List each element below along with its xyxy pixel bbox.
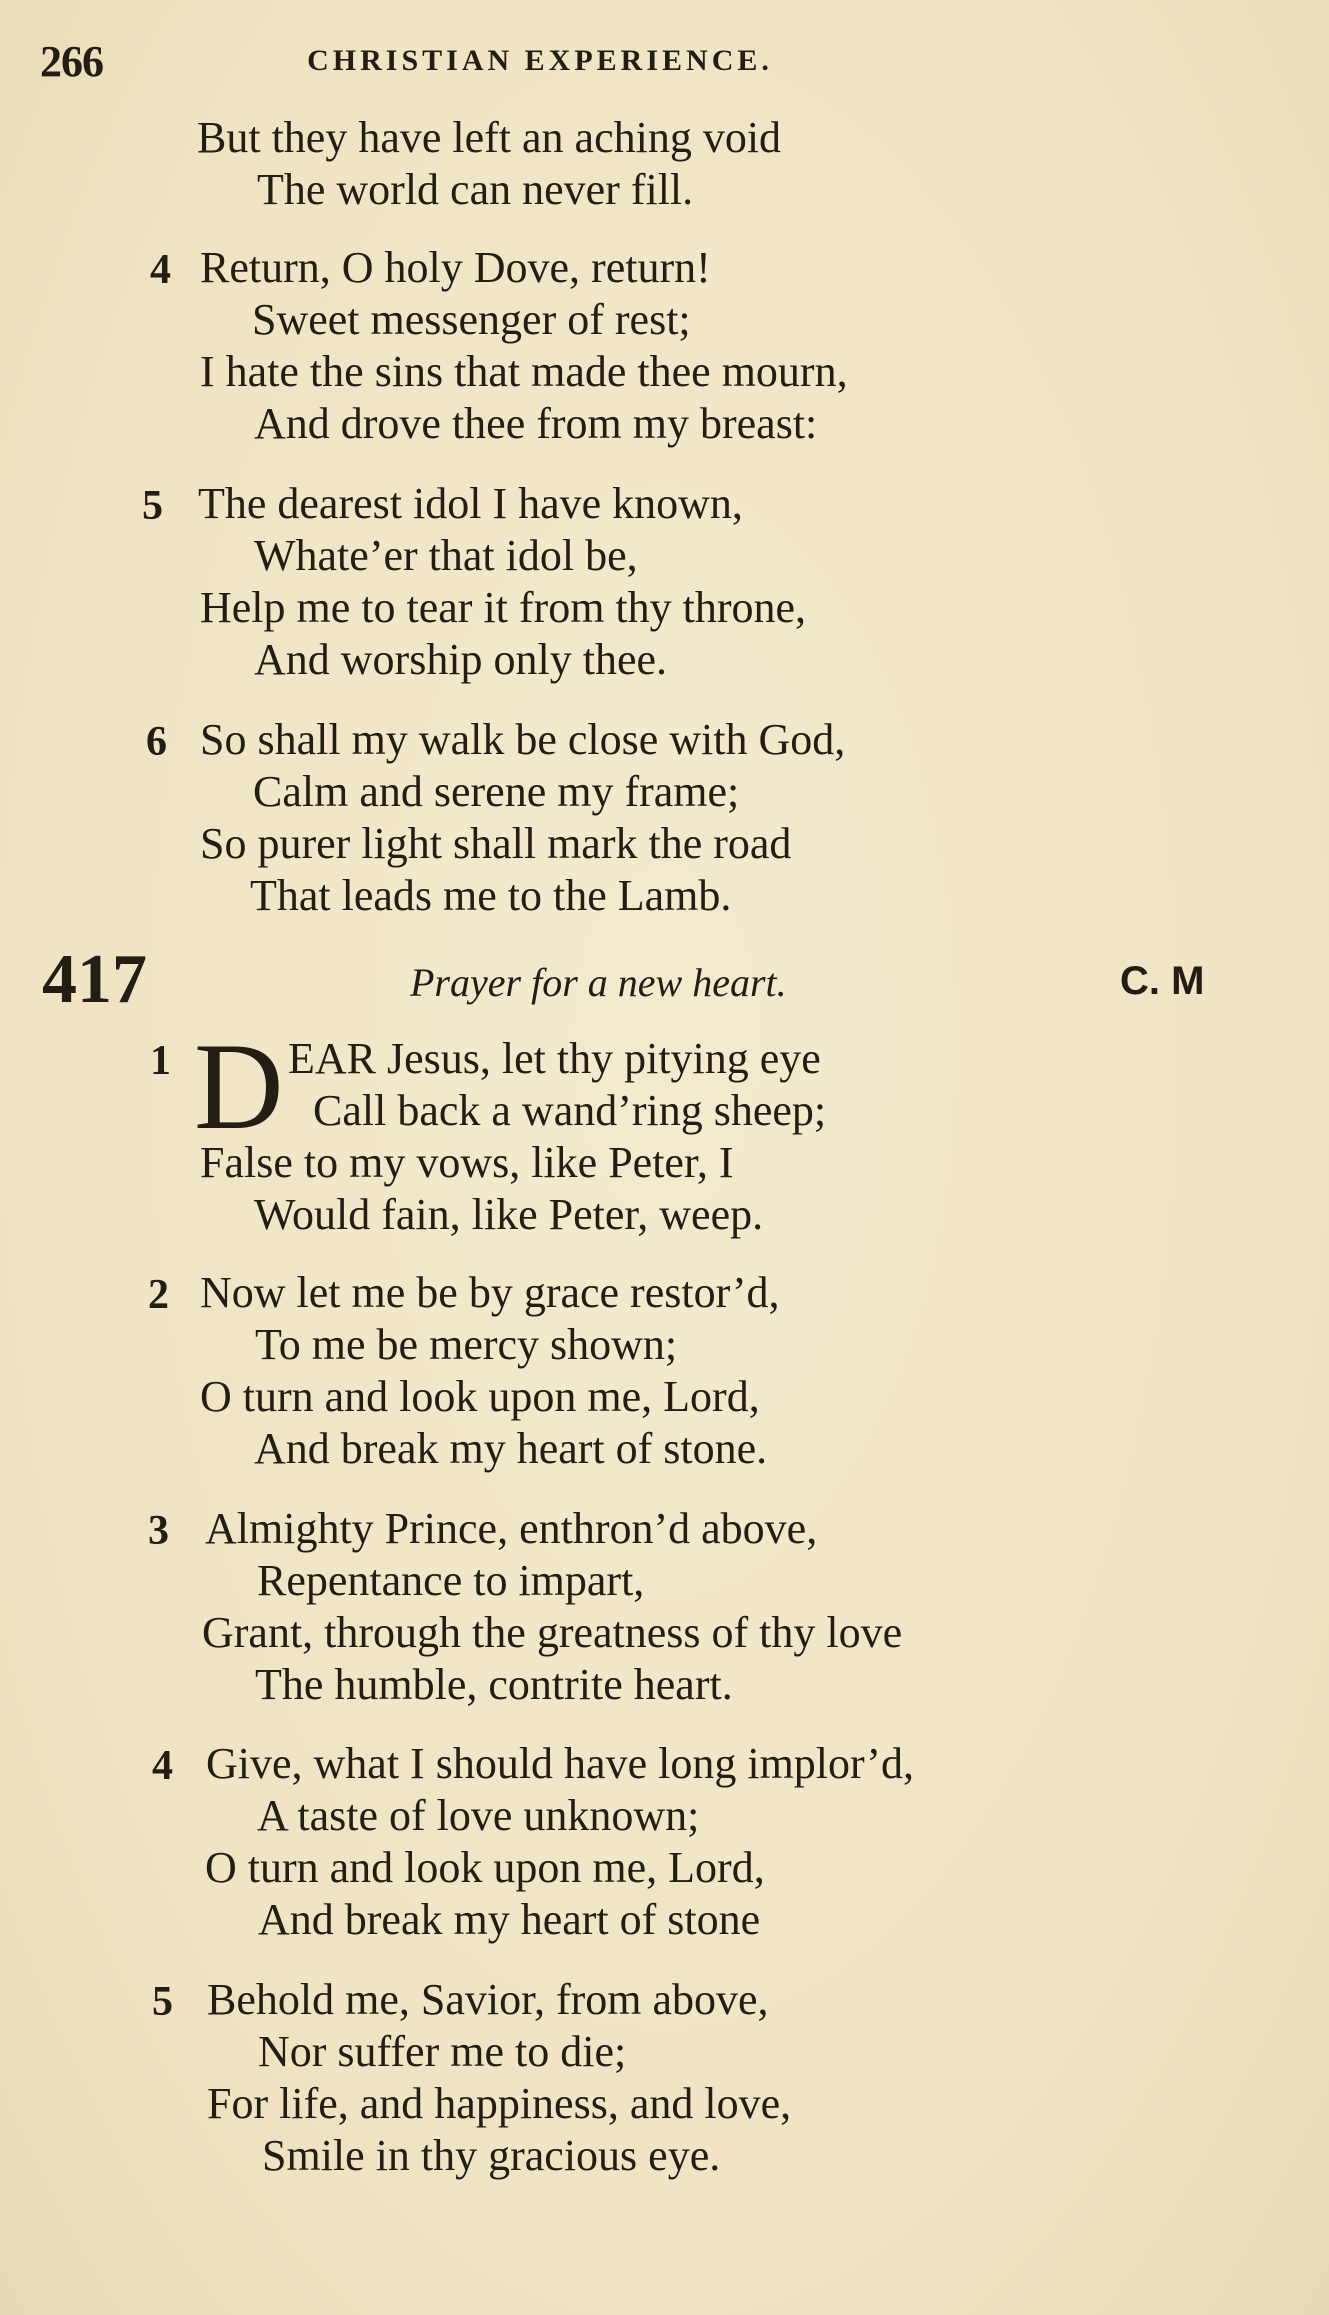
prev-verse-4 [140,242,848,450]
hymn-meter: C. M [1120,959,1205,1003]
verse-line: So purer light shall mark the road [200,819,792,868]
verse-line: O turn and look upon me, Lord, [205,1843,765,1892]
verse-line: Calm and serene my frame; [253,767,740,816]
running-head: CHRISTIAN EXPERIENCE. [307,44,773,77]
verse-line: For life, and happiness, and love, [207,2079,792,2128]
verse-line: Sweet messenger of rest; [252,295,691,344]
verse-line: Whate’er that idol be, [254,531,638,580]
verse-line: Behold me, Savior, from above, [207,1975,769,2024]
hymn-title: Prayer for a new heart. [410,960,787,1005]
verse-line: The humble, contrite heart. [255,1660,733,1709]
verse-line: Give, what I should have long implor’d, [206,1739,914,1788]
verse-line: Help me to tear it from thy throne, [200,583,807,632]
verse-line: Grant, through the greatness of thy love [202,1608,903,1657]
verse-number: 5 [142,483,163,529]
verse-line: But they have left an aching void [197,113,782,162]
verse-line: The world can never fill. [257,165,694,214]
page-header [40,30,1280,90]
verse-line: That leads me to the Lamb. [250,871,732,920]
verse-line: And break my heart of stone. [254,1424,768,1473]
verse-line: I hate the sins that made thee mourn, [200,347,848,396]
verse-line: O turn and look upon me, Lord, [200,1372,760,1421]
verse-line: To me be mercy shown; [255,1320,678,1369]
verse-line: Smile in thy gracious eye. [262,2131,721,2180]
verse-line: Call back a wand’ring sheep; [313,1086,827,1135]
hymn-verse-4 [140,1738,914,1946]
verse-line: Almighty Prince, enthron’d above, [205,1504,818,1553]
hymn-number: 417 [42,941,147,1018]
verse-number: 2 [148,1272,169,1318]
verse-line: A taste of love unknown; [257,1791,700,1840]
verse-line: Now let me be by grace restor’d, [200,1268,780,1317]
verse-number: 4 [152,1743,173,1789]
verse-line: And break my heart of stone [258,1895,761,1944]
verse-number: 1 [150,1038,171,1084]
prev-verse-5 [140,478,806,686]
verse-number: 4 [150,247,171,293]
verse-line: And drove thee from my breast: [254,399,818,448]
verse-line: False to my vows, like Peter, I [200,1138,734,1187]
hymn-verse-5 [140,1974,791,2182]
verse-line: Would fain, like Peter, weep. [254,1190,764,1239]
verse-line: The dearest idol I have known, [198,479,743,528]
drop-cap: D [194,1018,284,1155]
verse-line: EAR Jesus, let thy pitying eye [288,1034,821,1083]
verse-number: 3 [148,1508,169,1554]
hymn-verse-2 [140,1267,780,1475]
verse-line: And worship only thee. [254,635,668,684]
prev-verse-6 [140,714,845,922]
verse-line: Nor suffer me to die; [258,2027,627,2076]
verse-line: So shall my walk be close with God, [200,715,846,764]
hymn-verse-3 [140,1503,902,1711]
verse-number: 5 [152,1979,173,2025]
verse-line: Return, O holy Dove, return! [200,243,711,292]
continuation-block [140,112,781,216]
hymn-heading [40,941,1290,1018]
page-number: 266 [40,37,103,86]
verse-line: Repentance to impart, [257,1556,645,1605]
hymn-verse-1 [140,1018,1240,1243]
verse-number: 6 [146,719,167,765]
